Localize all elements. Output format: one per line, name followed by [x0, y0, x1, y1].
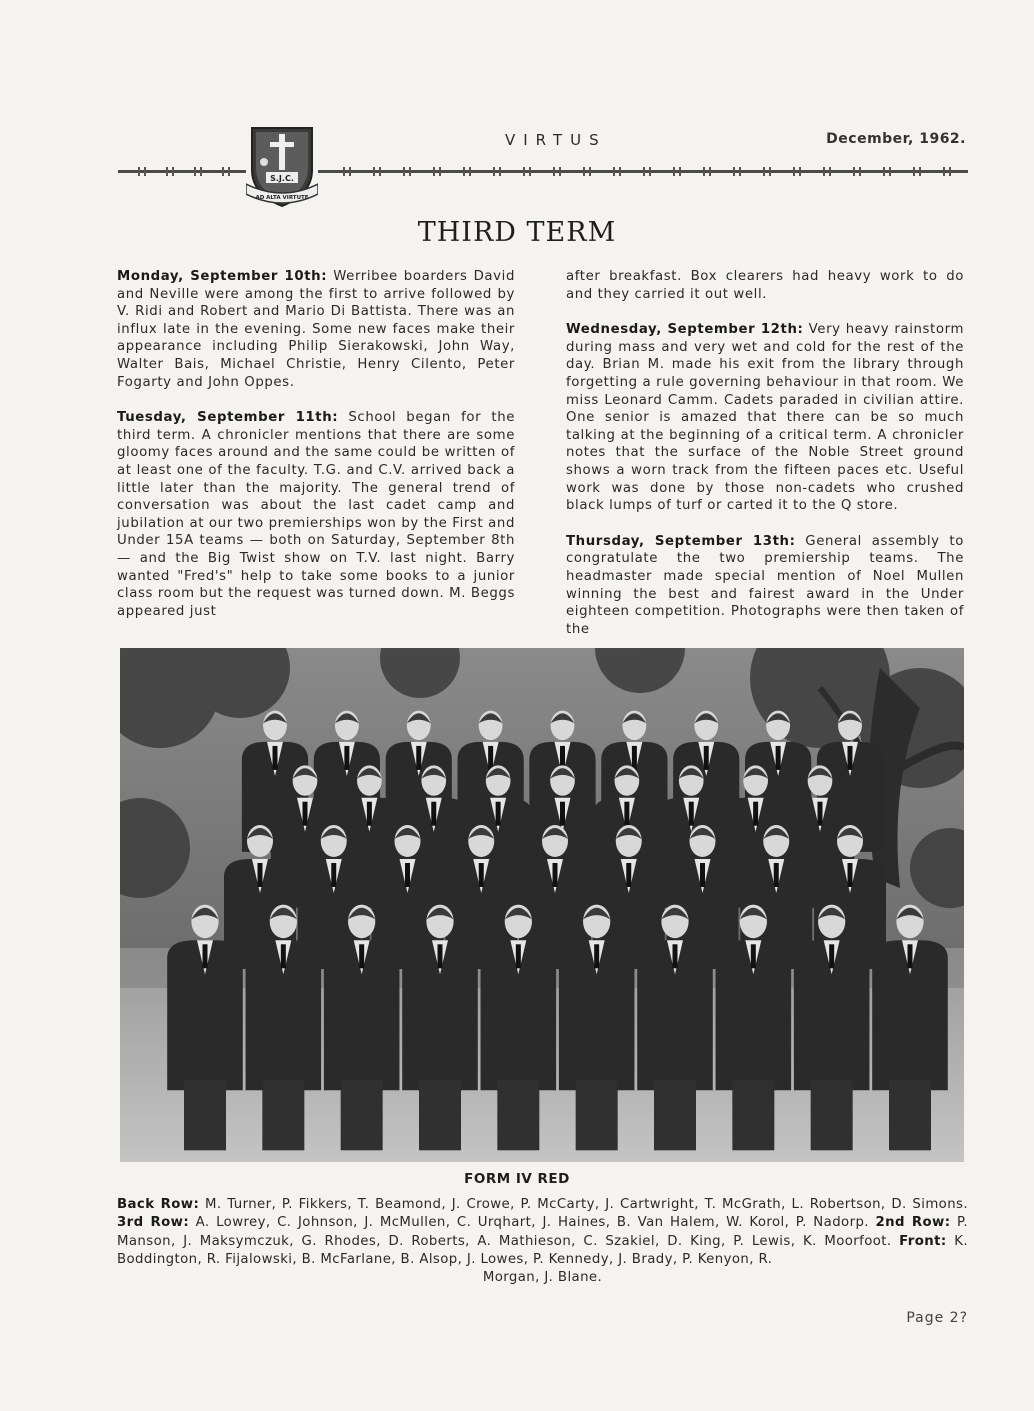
entry-text: after breakfast. Box clearers had heavy work to do and they carried it out well.: [566, 269, 964, 302]
entry-text: General assembly to congratulate the two premiership teams. The headmaster made special mention of Noel Mullen winning the best and fairest award in the Under eighteen competition. Photographs were then taken of the: [566, 533, 964, 637]
caption-row-names: P. Manson, J. Maksymczuk, G. Rhodes, D. Roberts, A. Mathieson, C. Szakiel, D. King, P. Lewis, K. Moorfoot.: [117, 1215, 969, 1249]
caption-row-label: 2nd Row:: [875, 1215, 951, 1231]
caption-row-names: M. Turner, P. Fikkers, T. Beamond, J. Crowe, P. McCarty, J. Cartwright, T. McGrath, L. Robertson, D. Simons.: [199, 1197, 968, 1212]
caption-row-label: Back Row:: [117, 1197, 200, 1212]
diary-entry: [566, 268, 964, 303]
svg-text:AD ALTA VIRTUTE: AD ALTA VIRTUTE: [255, 195, 309, 201]
diary-entry: [117, 268, 515, 391]
diary-entry: [566, 533, 964, 639]
diary-entry: [117, 409, 515, 620]
issue-date: December, 1962.: [826, 131, 966, 147]
text-column-right: [566, 268, 964, 656]
caption-row-names: Morgan, J. Blane.: [482, 1270, 603, 1286]
diary-entry: [566, 321, 964, 515]
page-number: Page 2?: [906, 1310, 968, 1326]
text-column-left: [117, 268, 515, 638]
caption-row-label: 3rd Row:: [117, 1215, 190, 1231]
photo-caption-title: FORM IV RED: [464, 1171, 570, 1187]
school-crest-icon: [246, 118, 318, 210]
photo-caption: [117, 1196, 968, 1287]
caption-row-names: K. Boddington, R. Fijalowski, B. McFarlane, B. Alsop, J. Lowes, P. Kennedy, J. Brady, P. Kenyon, R.: [117, 1233, 968, 1267]
entry-date: Monday, September 10th:: [117, 269, 328, 284]
caption-row-names: A. Lowrey, C. Johnson, J. McMullen, C. Urqhart, J. Haines, B. Van Halem, W. Korol, P. Nadorp.: [189, 1215, 876, 1231]
entry-text: School began for the third term. A chronicler mentions that there are some gloomy faces around and the same could be written of at least one of the faculty. T.G. and C.V. arrived back a little later than the majority. The general trend of conversation was about the last cadet camp and jubilation at our two premierships won by the First and Under 15A teams — both on Saturday, September 8th — and the Big Twist show on T.V. last night. Barry wanted "Fred's" help to take some books to a junior class room but the request was turned down. M. Beggs appeared just: [117, 410, 515, 619]
group-photo-image: [120, 648, 964, 1162]
entry-text: Werribee boarders David and Neville were among the first to arrive followed by V. Ridi and Robert and Mario Di Battista. There was an influx late in the evening. Some new faces make their appearance including Philip Sierakowski, John Way, Walter Bais, Michael Christie, Henry Cilento, Peter Fogarty and John Oppes.: [117, 269, 515, 390]
class-group-photo: [120, 648, 964, 1162]
entry-date: Thursday, September 13th:: [566, 533, 796, 549]
page-header: [0, 0, 1034, 215]
page-title: THIRD TERM: [417, 217, 617, 248]
svg-text:S.J.C.: S.J.C.: [270, 174, 294, 183]
masthead: VIRTUS: [505, 131, 607, 149]
caption-row-label: Front:: [899, 1233, 947, 1249]
entry-text: Very heavy rainstorm during mass and very wet and cold for the rest of the day. Brian M. made his exit from the library through forgetting a rule governing behaviour in that room. We miss Leonard Camm. Cadets paraded in civilian attire. One senior is amazed that there can be so much talking at the beginning of a critical term. A chronicler notes that the surface of the Noble Street ground shows a worn track from the fifteen paces etc. Useful work was done by those non-cadets who crushed black lumps of turf or carted it to the Q store.: [566, 322, 964, 514]
entry-date: Wednesday, September 12th:: [566, 322, 804, 338]
entry-date: Tuesday, September 11th:: [117, 410, 339, 426]
